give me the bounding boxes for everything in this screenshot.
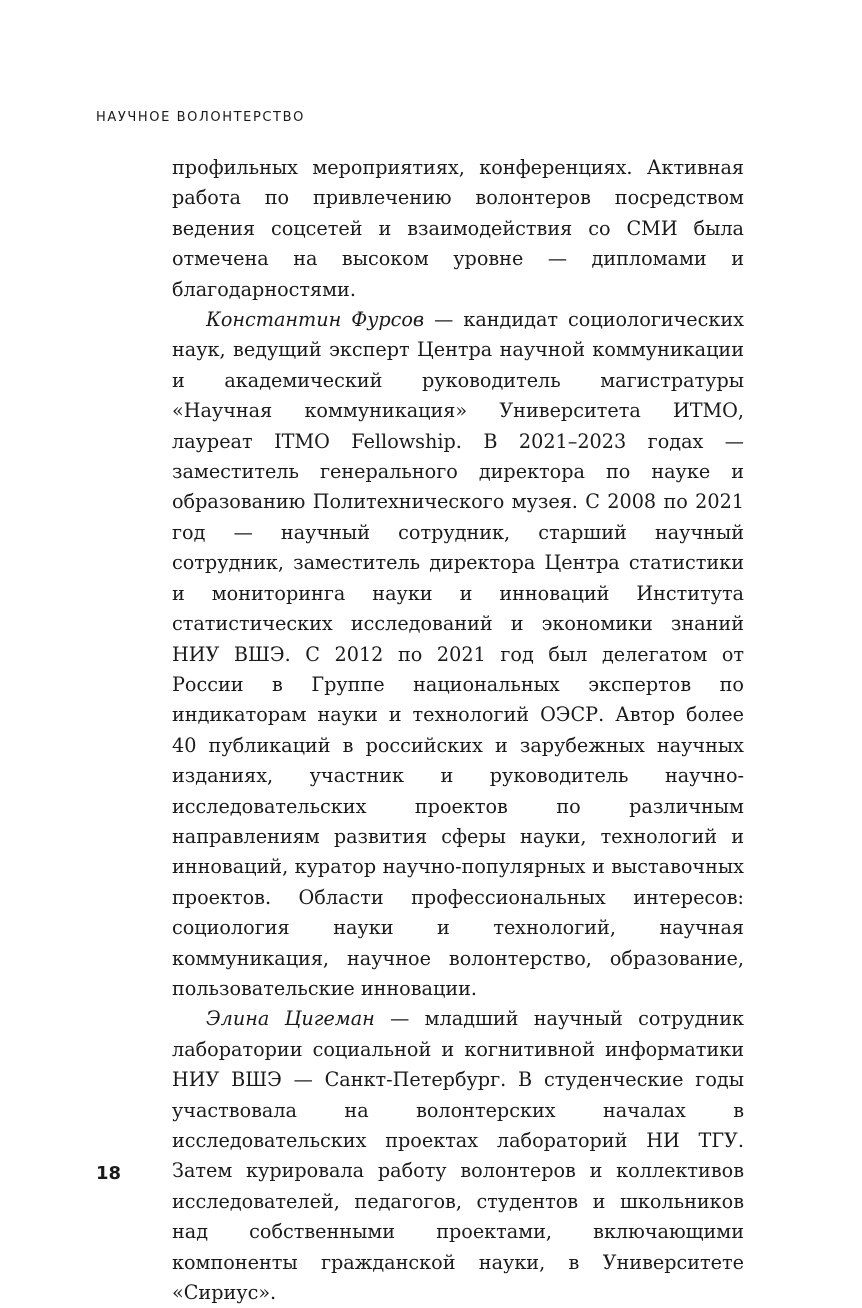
author-name-tsigeman: Элина Цигеман: [206, 1007, 375, 1031]
paragraph-tsigeman: [172, 1004, 744, 1308]
paragraph-text: профильных мероприятиях, конференциях. Активная работа по привлечению волонтеров посредством ведения соцсетей и взаимодействия со СМИ была отмечена на высоком уровне — дипломами и благодарностями.: [172, 156, 744, 301]
running-head: НАУЧНОЕ ВОЛОНТЕРСТВО: [96, 110, 305, 125]
paragraph-continuation: [172, 153, 744, 305]
body-text: [172, 153, 744, 1308]
author-name-fursov: Константин Фурсов: [206, 308, 425, 332]
paragraph-fursov: [172, 305, 744, 1004]
paragraph-text: — младший научный сотрудник лаборатории социальной и когнитивной информатики НИУ ВШЭ — Санкт-Петербург. В студенческие годы участвовала на волонтерских началах в исследовательских проектах лабораторий НИ ТГУ. Затем курировала работу волонтеров и коллективов исследователей, педагогов, студентов и школьников над собственными проектами, включающими компоненты гражданской науки, в Университете «Сириус».: [172, 1007, 744, 1305]
paragraph-text: — кандидат социологических наук, ведущий эксперт Центра научной коммуникации и академический руководитель магистратуры «Научная коммуникация» Университета ИТМО, лауреат ITMO Fellowship. В 2021–2023 годах — заместитель генерального директора по науке и образованию Политехнического музея. С 2008 по 2021 год — научный сотрудник, старший научный сотрудник, заместитель директора Центра статистики и мониторинга науки и инноваций Института статистических исследований и экономики знаний НИУ ВШЭ. С 2012 по 2021 год был делегатом от России в Группе национальных экспертов по индикаторам науки и технологий ОЭСР. Автор более 40 публикаций в российских и зарубежных научных изданиях, участник и руководитель научно-исследовательских проектов по различным направлениям развития сферы науки, технологий и инноваций, куратор научно-популярных и выставочных проектов. Области профессиональных интересов: социология науки и технологий, научная коммуникация, научное волонтерство, образование, пользовательские инновации.: [172, 308, 745, 1000]
page-number: 18: [96, 1163, 122, 1184]
